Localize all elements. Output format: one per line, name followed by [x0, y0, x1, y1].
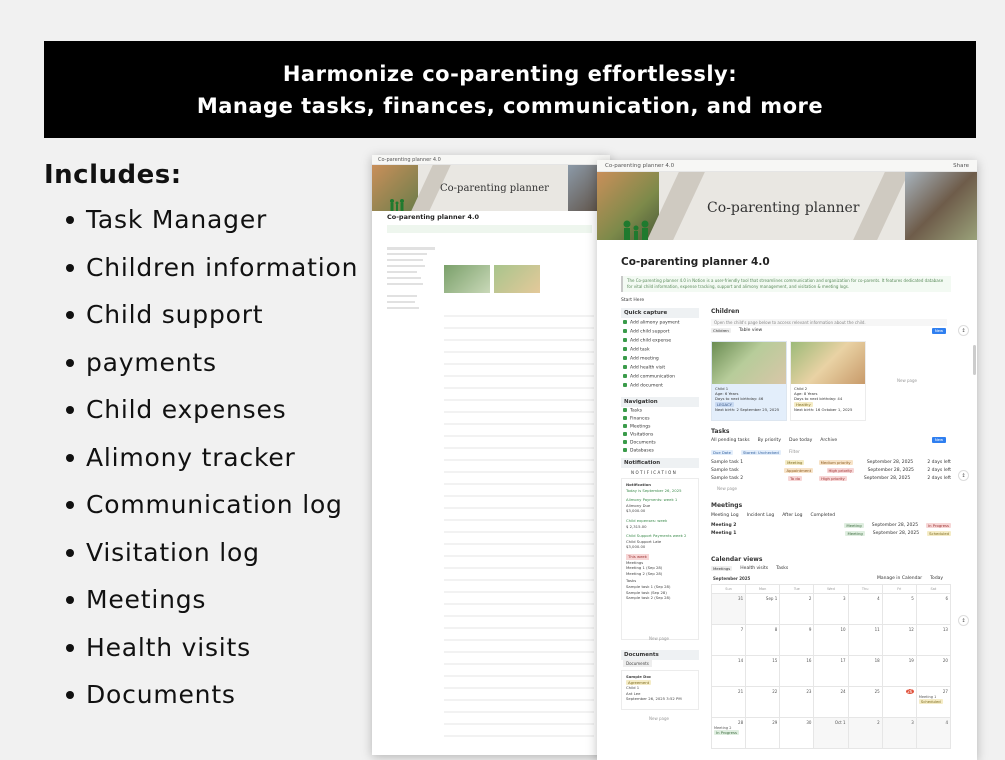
doc-tag-label: Agreement	[628, 679, 650, 685]
calendar-day-number: 25	[874, 689, 880, 694]
notif-task-2: Sample task (Sep 28)	[626, 589, 667, 595]
small-ph-4	[387, 271, 417, 273]
calendar-icon	[623, 432, 627, 436]
small-page-title: Co-parenting planner 4.0	[387, 213, 480, 221]
include-item-child-support: Child support	[66, 291, 358, 339]
calendar-day-cell[interactable]	[883, 718, 917, 749]
calendar-day-number: 30	[806, 720, 812, 725]
calendar-day-number: 3	[843, 596, 846, 601]
tasks-filters	[711, 450, 800, 455]
small-topbar	[372, 155, 610, 165]
document-card[interactable]	[621, 670, 699, 710]
notif-alimony-due: Alimony Due	[626, 502, 651, 508]
children-table-tab[interactable]: Table view	[738, 328, 763, 333]
quick-add-communication[interactable]	[623, 374, 699, 380]
calendar-day-number: 24	[840, 689, 846, 694]
checkbox-icon	[623, 408, 627, 412]
meetings-tab-incident[interactable]: Incident Log	[746, 513, 775, 518]
calendar-weekday: Thu	[849, 585, 883, 594]
tasks-new-page[interactable]: New page	[717, 486, 737, 491]
calendar-weekday: Sun	[712, 585, 746, 594]
main-topbar	[597, 160, 977, 172]
quick-add-document-label: Add document	[630, 383, 663, 389]
task-2-cat: Appointment	[786, 468, 812, 473]
plus-icon	[623, 320, 627, 324]
calendar-day-number: 8	[774, 627, 778, 632]
header-banner	[44, 41, 976, 138]
calendar-day-number: 27	[942, 689, 948, 694]
notification-box	[621, 478, 699, 640]
nav-visitations-label: Visitations	[630, 432, 654, 438]
small-ph-8	[387, 301, 415, 303]
nav-finances-label: Finances	[630, 416, 650, 422]
calendar-day-cell[interactable]	[780, 687, 814, 718]
page-title: Co-parenting planner 4.0	[621, 256, 770, 268]
notification-new-page[interactable]: New page	[649, 636, 669, 641]
calendar-day-cell[interactable]	[849, 687, 883, 718]
quick-add-communication-label: Add communication	[630, 374, 675, 380]
calendar-day-cell[interactable]	[917, 718, 951, 749]
calendar-day-number: 5	[911, 596, 914, 601]
quick-add-health-visit[interactable]	[623, 365, 699, 371]
notif-title: Notification	[626, 482, 651, 487]
small-child-photo-2	[494, 265, 540, 293]
task-1-left: 2 days left	[927, 460, 951, 465]
quick-add-child-support[interactable]	[623, 329, 699, 335]
task-1-date: September 28, 2025	[866, 460, 914, 465]
task-2-date: September 28, 2025	[867, 468, 914, 473]
document-icon	[623, 440, 627, 444]
calendar-day-cell[interactable]	[917, 594, 951, 625]
child-2-info	[791, 384, 865, 414]
filter-due-date[interactable]: Due Date	[713, 450, 731, 455]
small-left-col	[387, 253, 435, 313]
plus-icon	[623, 338, 627, 342]
filter-add[interactable]: Filter	[788, 450, 800, 455]
calendar-day-cell[interactable]	[780, 718, 814, 749]
notif-meeting-1: Meeting 1 (Sep 28)	[626, 565, 663, 571]
calendar-day-cell[interactable]	[849, 594, 883, 625]
calendar-day-cell[interactable]	[814, 625, 848, 656]
calendar-day-cell[interactable]	[712, 656, 746, 687]
meeting-icon	[623, 424, 627, 428]
calendar-day-number: 4	[877, 596, 880, 601]
notif-this-week: This week	[628, 553, 647, 559]
small-child-photo-1	[444, 265, 490, 293]
calendar-day-number: 14	[738, 658, 744, 663]
calendar-day-cell[interactable]	[746, 594, 780, 625]
calendar-day-cell[interactable]	[849, 625, 883, 656]
plus-icon	[623, 356, 627, 360]
calendar-day-cell[interactable]	[917, 687, 951, 718]
calendar-event[interactable]	[714, 726, 739, 735]
calendar-day-cell[interactable]	[712, 625, 746, 656]
calendar-day-cell[interactable]	[883, 687, 917, 718]
calendar-day-cell[interactable]	[712, 687, 746, 718]
cover-photo-right	[905, 172, 977, 240]
meeting-1-date: September 28, 2025	[871, 523, 919, 528]
calendar-event-tag: Scheduled	[920, 699, 941, 704]
calendar-day-cell[interactable]	[814, 656, 848, 687]
manage-calendar-link[interactable]: Manage in Calendar	[877, 576, 923, 581]
includes-list	[66, 196, 358, 719]
nav-tasks[interactable]	[623, 408, 699, 414]
quick-add-child-expense-label: Add child expense	[630, 338, 672, 344]
small-ph-6	[387, 283, 423, 285]
calendar-day-number: 28	[738, 720, 744, 725]
calendar-day-cell[interactable]	[780, 594, 814, 625]
meetings-tab-completed[interactable]: Completed	[810, 513, 836, 518]
cover-stripe-2	[853, 172, 909, 240]
child-2-date: Next birth: 16 October 1, 2025	[794, 406, 853, 412]
meeting-2-date: September 28, 2025	[872, 531, 920, 536]
includes-section	[44, 160, 358, 719]
children-hint: Open the child's page below to access relevant information about the child.	[711, 319, 947, 326]
calendar-day-number: 16	[806, 658, 812, 663]
child-2-age: Age: 8 Years	[794, 391, 818, 397]
calendar-grid	[711, 584, 951, 749]
calendar-day-number: 2	[877, 720, 880, 725]
quick-add-task[interactable]	[623, 347, 699, 353]
include-item-meetings: Meetings	[66, 576, 358, 624]
notification-label: NOTIFICATION	[631, 470, 678, 475]
quick-capture-list	[623, 320, 699, 392]
meeting-1-status: In Progress	[928, 523, 949, 528]
task-3-cat: To do	[790, 476, 801, 481]
documents-tab[interactable]	[623, 660, 652, 667]
banner-line-2: Manage tasks, finances, communication, and more	[196, 93, 824, 118]
small-left-col-placeholder	[387, 247, 435, 250]
child-2-days: Days to next birthday: 44	[794, 396, 843, 402]
scroll-icon-1[interactable]: ↕	[958, 325, 969, 336]
notif-today: Today is September 26, 2025	[626, 487, 682, 493]
task-2-left: 2 days left	[927, 468, 951, 473]
calendar-day-number: 11	[874, 627, 880, 632]
task-3-date: September 28, 2025	[863, 476, 911, 481]
notif-expenses-amount: $ 2,315.00	[626, 523, 647, 529]
quick-add-meeting[interactable]	[623, 356, 699, 362]
calendar-tabs	[711, 566, 788, 571]
quick-add-meeting-label: Add meeting	[630, 356, 659, 362]
child-2-tag: Healthy	[796, 401, 811, 407]
calendar-day-number: 12	[908, 627, 914, 632]
include-item-documents: Documents	[66, 671, 358, 719]
calendar-tab-meetings[interactable]: Meetings	[713, 566, 731, 571]
calendar-day-number: 26	[907, 689, 913, 694]
plus-icon	[623, 347, 627, 351]
calendar-day-number: 21	[738, 689, 744, 694]
nav-databases[interactable]	[623, 448, 699, 454]
child-1-age: Age: 6 Years	[715, 391, 739, 397]
child-card-1[interactable]	[711, 341, 787, 421]
notif-support-amount: $3,000.00	[626, 544, 646, 550]
small-ph-7	[387, 295, 417, 297]
meetings-tabs	[711, 513, 835, 518]
child-1-days: Days to next birthday: 46	[715, 396, 764, 402]
calendar-day-cell[interactable]	[917, 656, 951, 687]
calendar-day-cell[interactable]	[883, 594, 917, 625]
notif-task-1: Sample task 1 (Sep 28)	[626, 583, 671, 589]
small-screenshot	[372, 155, 610, 755]
calendar-controls	[877, 576, 943, 581]
child-1-info	[712, 384, 786, 414]
small-desc-placeholder	[387, 225, 592, 233]
children-tab[interactable]: Children	[713, 328, 729, 333]
meetings-tab-after[interactable]: After Log	[782, 513, 803, 518]
calendar-day-number: 29	[772, 720, 778, 725]
calendar-day-cell[interactable]	[746, 718, 780, 749]
small-cover	[372, 165, 610, 211]
calendar-day-number: 2	[808, 596, 812, 601]
small-ph-3	[387, 265, 425, 267]
navigation-heading: Navigation	[621, 397, 699, 407]
main-cover	[597, 172, 977, 240]
plus-icon	[623, 365, 627, 369]
tasks-tabs	[711, 438, 837, 443]
nav-databases-label: Databases	[630, 448, 654, 454]
documents-tab-label: Documents	[626, 661, 649, 666]
child-1-date: Next birth: 2 September 25, 2025	[715, 406, 780, 412]
quick-add-alimony[interactable]	[623, 320, 699, 326]
notif-meetings: Meetings	[626, 559, 644, 565]
calendar-day-number: 9	[808, 627, 812, 632]
calendar-day-cell[interactable]	[814, 718, 848, 749]
include-item-alimony: Alimony tracker	[66, 434, 358, 482]
banner-line-1: Harmonize co-parenting effortlessly:	[282, 61, 738, 86]
small-family-logo	[388, 197, 406, 211]
task-row-3[interactable]	[711, 476, 951, 481]
calendar-day-cell[interactable]	[712, 718, 746, 749]
tasks-table	[711, 460, 951, 484]
calendar-day-cell[interactable]	[849, 656, 883, 687]
child-photo-1	[712, 342, 786, 384]
calendar-day-cell[interactable]	[814, 687, 848, 718]
plus-icon	[623, 383, 627, 387]
nav-documents[interactable]	[623, 440, 699, 446]
calendar-day-number: 4	[945, 720, 948, 725]
includes-heading: Includes:	[44, 160, 182, 190]
meeting-2-tag: Meeting	[847, 531, 863, 536]
share-button[interactable]: Share	[953, 162, 969, 169]
children-heading: Children	[711, 308, 740, 315]
quick-add-alimony-label: Add alimony payment	[630, 320, 680, 326]
calendar-day-number: 31	[738, 596, 744, 601]
navigation-list	[623, 408, 699, 456]
small-ph-9	[387, 307, 419, 309]
database-icon	[623, 448, 627, 452]
include-item-child-support-cont: payments	[66, 339, 358, 387]
small-cover-title: Co-parenting planner	[440, 183, 549, 194]
family-logo	[621, 220, 651, 240]
calendar-day-cell[interactable]	[746, 656, 780, 687]
task-3-left: 2 days left	[927, 476, 951, 481]
calendar-day-cell[interactable]	[712, 594, 746, 625]
calendar-day-number: 20	[942, 658, 948, 663]
meeting-2-status: Scheduled	[929, 531, 949, 536]
calendar-tab-health[interactable]: Health visits	[740, 566, 769, 571]
calendar-day-cell[interactable]	[883, 625, 917, 656]
scroll-icon-3[interactable]: ↕	[958, 615, 969, 626]
calendar-day-number: 3	[911, 720, 914, 725]
calendar-month: September 2025	[713, 576, 751, 581]
quick-add-health-visit-label: Add health visit	[630, 365, 666, 371]
doc-date: September 26, 2025 3:52 PM	[626, 696, 682, 701]
calendar-weekday: Wed	[814, 585, 848, 594]
money-icon	[623, 416, 627, 420]
meetings-heading: Meetings	[711, 502, 743, 509]
meeting-1-name: Meeting 2	[711, 523, 737, 528]
filter-stored[interactable]: Stored: Unchecked	[742, 450, 779, 455]
nav-meetings[interactable]	[623, 424, 699, 430]
notif-alimony: Alimony Payments: week 1	[626, 497, 678, 503]
nav-meetings-label: Meetings	[630, 424, 651, 430]
small-ph-5	[387, 277, 421, 279]
include-item-communication: Communication log	[66, 481, 358, 529]
doc-name: Sample Doc	[626, 674, 652, 679]
tasks-tab-due-today[interactable]: Due today	[788, 438, 813, 443]
task-1-name: Sample task 1	[711, 460, 744, 465]
small-ph-1	[387, 253, 427, 255]
calendar-tab-tasks[interactable]: Tasks	[776, 566, 789, 571]
notif-expenses: Child expenses: week	[626, 517, 668, 523]
task-3-prio: High priority	[821, 476, 845, 481]
tasks-tab-priority[interactable]: By priority	[757, 438, 781, 443]
task-2-prio: High priority	[828, 468, 853, 473]
main-screenshot	[597, 160, 977, 760]
calendar-day-number: Oct 1	[834, 720, 846, 725]
documents-heading: Documents	[621, 650, 699, 660]
small-content-placeholder	[444, 305, 594, 745]
include-item-child-expenses: Child expenses	[66, 386, 358, 434]
calendar-weekday: Sat	[917, 585, 951, 594]
meetings-tab-log[interactable]: Meeting Log	[711, 513, 739, 518]
meeting-2-name: Meeting 1	[711, 531, 737, 536]
tasks-heading: Tasks	[711, 428, 730, 435]
nav-documents-label: Documents	[630, 440, 656, 446]
children-new-button[interactable]: New	[932, 328, 946, 334]
quick-add-document[interactable]	[623, 383, 699, 389]
calendar-day-cell[interactable]	[849, 718, 883, 749]
calendar-day-number: 19	[908, 658, 914, 663]
task-row-2[interactable]	[711, 468, 951, 473]
calendar-day-number: 7	[740, 627, 744, 632]
nav-visitations[interactable]	[623, 432, 699, 438]
calendar-weekday: Mon	[746, 585, 780, 594]
calendar-day-number: 6	[945, 596, 948, 601]
calendar-day-number: 17	[840, 658, 846, 663]
documents-new-page[interactable]: New page	[649, 716, 669, 721]
calendar-day-number: 13	[942, 627, 948, 632]
calendar-event[interactable]	[919, 695, 943, 704]
start-here-link[interactable]: Start Here	[621, 298, 645, 303]
notif-alimony-amount: $3,000.00	[626, 508, 646, 514]
notif-tasks: Tasks	[626, 578, 637, 584]
nav-finances[interactable]	[623, 416, 699, 422]
calendar-day-number: 18	[874, 658, 880, 663]
page-description: The Co-parenting planner 4.0 in Notion is a user-friendly tool that streamlines communication and organization for co-parents. It features dedicated database for vital child information, expense tracking, support and alimony management, and visitation & meeting logs.	[621, 276, 951, 292]
calendar-day-cell[interactable]	[917, 625, 951, 656]
children-new-page[interactable]: New page	[897, 378, 917, 383]
calendar-event-tag: In Progress	[716, 730, 737, 735]
child-2-name: Child 2	[794, 386, 808, 391]
include-item-visitation: Visitation log	[66, 529, 358, 577]
child-1-tag: LEGACY	[717, 401, 732, 407]
notif-support: Child Support Payments week 2	[626, 533, 687, 539]
include-item-children: Children information	[66, 244, 358, 292]
children-tabs	[711, 328, 762, 333]
doc-owner: Ant Lee	[626, 690, 641, 696]
meetings-table	[711, 523, 951, 536]
calendar-heading: Calendar views	[711, 556, 763, 563]
notif-task-3: Sample task 2 (Sep 28)	[626, 595, 671, 601]
calendar-day-cell[interactable]	[883, 656, 917, 687]
calendar-weekday: Tue	[780, 585, 814, 594]
doc-child: Child 1	[626, 685, 640, 690]
task-2-name: Sample task	[711, 468, 739, 473]
calendar-day-number: Sep 1	[765, 596, 778, 601]
quick-capture-heading: Quick capture	[621, 308, 699, 318]
tasks-tab-archive[interactable]: Archive	[820, 438, 838, 443]
meeting-row-1[interactable]	[711, 523, 951, 528]
child-photo-2	[791, 342, 865, 384]
scroll-icon-2[interactable]: ↕	[958, 470, 969, 481]
calendar-day-cell[interactable]	[780, 625, 814, 656]
quick-add-child-support-label: Add child support	[630, 329, 670, 335]
child-card-2[interactable]	[790, 341, 866, 421]
calendar-day-number: 23	[806, 689, 812, 694]
meeting-1-tag: Meeting	[846, 523, 862, 528]
small-ph-2	[387, 259, 423, 261]
nav-tasks-label: Tasks	[630, 408, 643, 414]
calendar-day-cell[interactable]	[746, 625, 780, 656]
task-1-prio: Medium priority	[820, 460, 851, 465]
calendar-event-title: Meeting 2	[714, 726, 732, 730]
main-tab-title: Co-parenting planner 4.0	[605, 162, 675, 169]
calendar-day-number: 10	[840, 627, 846, 632]
include-item-task-manager: Task Manager	[66, 196, 358, 244]
calendar-day-cell[interactable]	[814, 594, 848, 625]
calendar-event-title: Meeting 1	[918, 695, 937, 699]
calendar-day-cell[interactable]	[780, 656, 814, 687]
calendar-day-number: 22	[772, 689, 778, 694]
today-button[interactable]: Today	[930, 576, 944, 581]
child-1-name: Child 1	[715, 386, 729, 391]
tasks-tab-pending[interactable]: All pending tasks	[711, 438, 750, 443]
scrollbar[interactable]	[973, 345, 976, 375]
tasks-new-button[interactable]: New	[932, 437, 946, 443]
calendar-weekday: Fri	[883, 585, 917, 594]
notification-heading: Notification	[621, 458, 699, 468]
task-row-1[interactable]	[711, 460, 951, 465]
quick-add-task-label: Add task	[630, 347, 650, 353]
calendar-day-cell[interactable]	[746, 687, 780, 718]
small-tab-title: Co-parenting planner 4.0	[378, 156, 441, 163]
cover-title: Co-parenting planner	[707, 200, 860, 216]
calendar-day-number: 15	[772, 658, 778, 663]
plus-icon	[623, 374, 627, 378]
task-1-cat: Meeting	[787, 460, 803, 465]
plus-icon	[623, 329, 627, 333]
notif-meeting-2: Meeting 2 (Sep 28)	[626, 570, 663, 576]
quick-add-child-expense[interactable]	[623, 338, 699, 344]
task-3-name: Sample task 2	[711, 476, 744, 481]
meeting-row-2[interactable]	[711, 531, 951, 536]
notif-support-late: Child Support Late	[626, 538, 662, 544]
include-item-health: Health visits	[66, 624, 358, 672]
